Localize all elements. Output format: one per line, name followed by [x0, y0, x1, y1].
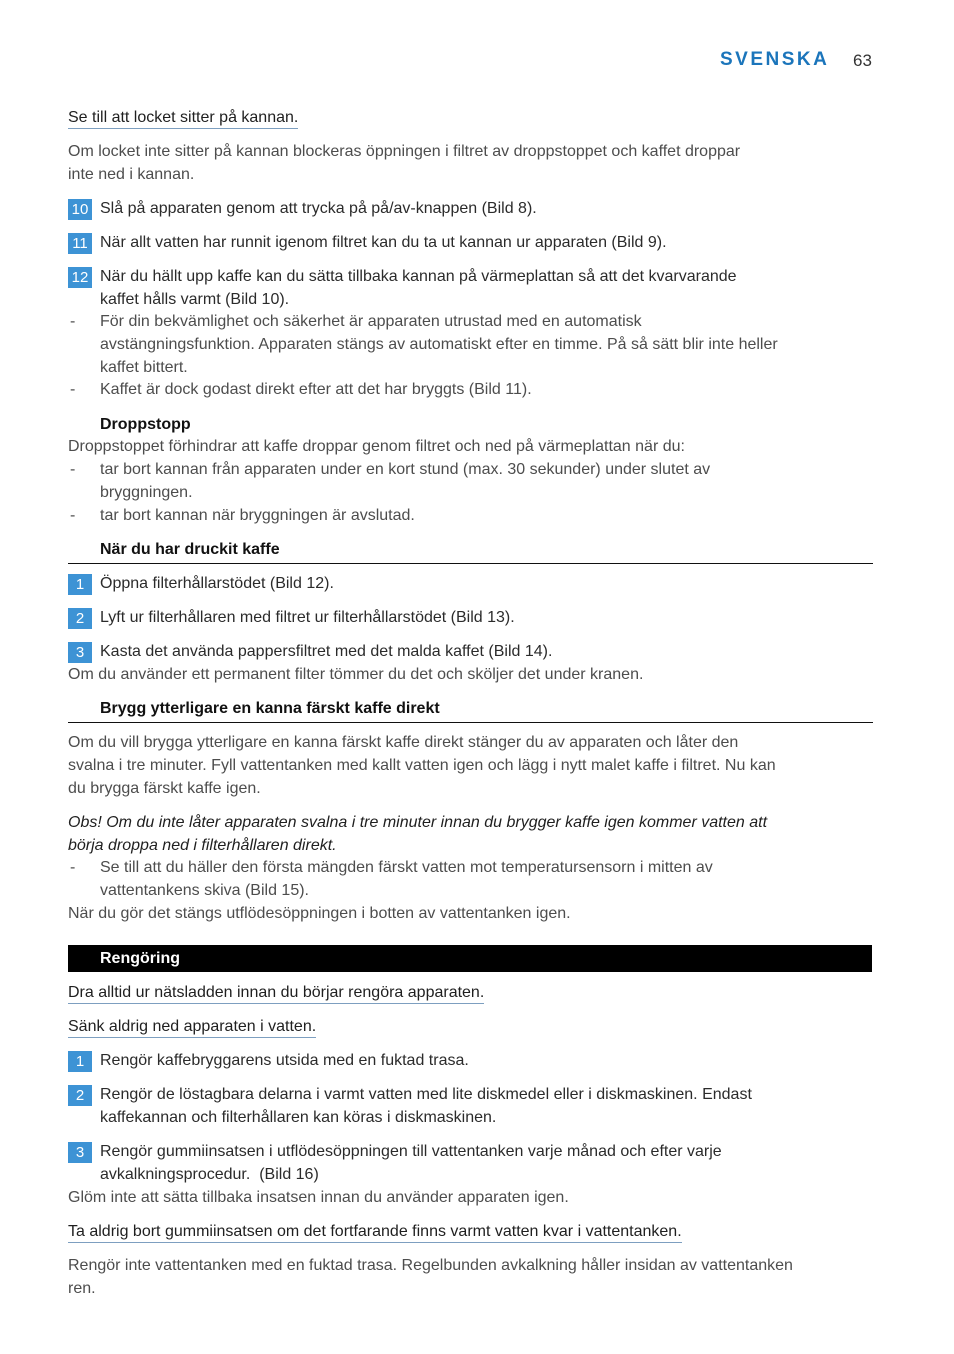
tip-line: avstängningsfunktion. Apparaten stängs av automatiskt efter en timme. På så sätt blir inte heller: [100, 336, 778, 353]
subheading: Droppstopp: [100, 416, 191, 433]
section-title: När du har druckit kaffe: [100, 541, 280, 558]
brew-again-closing: [68, 902, 873, 925]
warning-line: Obs! Om du inte låter apparaten svalna i tre minuter innan du brygger kaffe igen kommer vatten att: [68, 814, 768, 831]
step-12: [68, 265, 873, 311]
section-title: Rengöring: [100, 950, 180, 967]
tip-line: kaffet bittert.: [100, 359, 188, 376]
paragraph-line: ren.: [68, 1280, 96, 1297]
tip-line: vattentankens skiva (Bild 15).: [100, 882, 309, 899]
page-number: 63: [853, 51, 872, 70]
step-number-badge: 2: [68, 608, 92, 629]
paragraph-line: du brygga färskt kaffe igen.: [68, 780, 261, 797]
list-item-line: tar bort kannan när bryggningen är avslutad.: [100, 507, 415, 524]
list-marker: -: [70, 859, 76, 876]
step-text: När allt vatten har runnit igenom filtret kan du ta ut kannan ur apparaten (Bild 9).: [100, 234, 667, 251]
step-text: Rengör gummiinsatsen i utflödesöppningen till vattentanken varje månad och efter varje: [100, 1143, 722, 1160]
caution-note: [68, 140, 873, 186]
caution-text: Dra alltid ur nätsladden innan du börjar rengöra apparaten.: [68, 982, 484, 1004]
step-number-badge: 2: [68, 1085, 92, 1106]
section-heading-brew-again: [68, 697, 873, 723]
list-marker: -: [70, 381, 76, 398]
tip-line: För din bekvämlighet och säkerhet är apparaten utrustad med en automatisk: [100, 313, 642, 330]
list-marker: -: [70, 313, 76, 330]
caution-text: Ta aldrig bort gummiinsatsen om det fortfarande finns varmt vatten kvar i vattentanken.: [68, 1221, 682, 1243]
brew-again-tip: [68, 856, 873, 902]
section-heading-after-drinking: [68, 538, 873, 564]
language-label: SVENSKA: [720, 49, 830, 70]
paragraph-line: När du gör det stängs utflödesöppningen i botten av vattentanken igen.: [68, 905, 571, 922]
note-line: Om locket inte sitter på kannan blockeras öppningen i filtret av droppstoppet och kaffet droppar: [68, 143, 741, 160]
brew-again-paragraph: [68, 731, 873, 800]
step-2: [68, 606, 873, 629]
step-text: Kasta det använda pappersfiltret med det malda kaffet (Bild 14).: [100, 643, 553, 660]
step-text: Rengör de löstagbara delarna i varmt vatten med lite diskmedel eller i diskmaskinen. Endast: [100, 1086, 752, 1103]
list-item-line: bryggningen.: [100, 484, 193, 501]
step-number-badge: 12: [68, 267, 92, 288]
step-number-badge: 1: [68, 574, 92, 595]
tip-fresh-coffee: [68, 378, 873, 401]
paragraph-line: Rengör inte vattentanken med en fuktad trasa. Regelbunden avkalkning håller insidan av vattentanken: [68, 1257, 793, 1274]
caution-text: Se till att locket sitter på kannan.: [68, 107, 298, 129]
tip-line: Se till att du häller den första mängden färskt vatten mot temperatursensorn i mitten av: [100, 859, 713, 876]
step-text: avkalkningsprocedur. (Bild 16): [100, 1166, 319, 1183]
list-item-line: tar bort kannan från apparaten under en kort stund (max. 30 sekunder) under slutet av: [100, 461, 711, 478]
drip-stop-heading: [68, 413, 873, 436]
cleaning-step-1: [68, 1049, 873, 1072]
step-text: När du hällt upp kaffe kan du sätta tillbaka kannan på värmeplattan så att det kvarvarande: [100, 268, 737, 285]
brew-again-warning: [68, 811, 873, 857]
step-number-badge: 1: [68, 1051, 92, 1072]
after-drinking-note: [68, 663, 873, 686]
cleaning-closing: [68, 1254, 873, 1300]
step-3: [68, 640, 873, 663]
step-text: Slå på apparaten genom att trycka på på/av-knappen (Bild 8).: [100, 200, 537, 217]
step-number-badge: 11: [68, 233, 92, 254]
cleaning-step-2: [68, 1083, 873, 1129]
section-title: Brygg ytterligare en kanna färskt kaffe direkt: [100, 700, 440, 717]
tip-auto-off: [68, 310, 873, 379]
step-text: kaffekannan och filterhållaren kan köras i diskmaskinen.: [100, 1109, 497, 1126]
warning-line: börja droppa ned i filterhållaren direkt.: [68, 837, 337, 854]
step-number-badge: 3: [68, 1142, 92, 1163]
step-text: kaffet hålls varmt (Bild 10).: [100, 291, 290, 308]
drip-stop-intro: [68, 435, 873, 458]
cleaning-step-3: [68, 1140, 873, 1186]
step-10: [68, 197, 873, 220]
list-marker: -: [70, 461, 76, 478]
paragraph-line: Droppstoppet förhindrar att kaffe droppar genom filtret och ned på värmeplattan när du:: [68, 438, 685, 455]
step-text: Lyft ur filterhållaren med filtret ur filterhållarstödet (Bild 13).: [100, 609, 515, 626]
note-line: Glöm inte att sätta tillbaka insatsen innan du använder apparaten igen.: [68, 1189, 569, 1206]
paragraph-line: Om du vill brygga ytterligare en kanna färskt kaffe direkt stänger du av apparaten och låter den: [68, 734, 739, 751]
note-line: Om du använder ett permanent filter tömmer du det och sköljer det under kranen.: [68, 666, 644, 683]
tip-line: Kaffet är dock godast direkt efter att det har bryggts (Bild 11).: [100, 381, 532, 398]
step-number-badge: 10: [68, 199, 92, 220]
step-text: Öppna filterhållarstödet (Bild 12).: [100, 575, 334, 592]
caution-no-immerse: [68, 1015, 873, 1038]
caution-text: Sänk aldrig ned apparaten i vatten.: [68, 1016, 316, 1038]
caution-unplug: [68, 981, 873, 1004]
caution-hot-water: [68, 1220, 873, 1243]
section-bar-cleaning: [68, 945, 872, 972]
step-number-badge: 3: [68, 642, 92, 663]
drip-stop-item: [68, 458, 873, 504]
cleaning-note: [68, 1186, 873, 1209]
note-line: inte ned i kannan.: [68, 166, 195, 183]
drip-stop-item: [68, 504, 873, 527]
paragraph-line: svalna i tre minuter. Fyll vattentanken med kallt vatten igen och lägg i nytt malet kaffe i filtret. Nu kan: [68, 757, 776, 774]
step-text: Rengör kaffebryggarens utsida med en fuktad trasa.: [100, 1052, 469, 1069]
step-11: [68, 231, 873, 254]
step-1: [68, 572, 873, 595]
list-marker: -: [70, 507, 76, 524]
caution-lid: [68, 106, 873, 129]
